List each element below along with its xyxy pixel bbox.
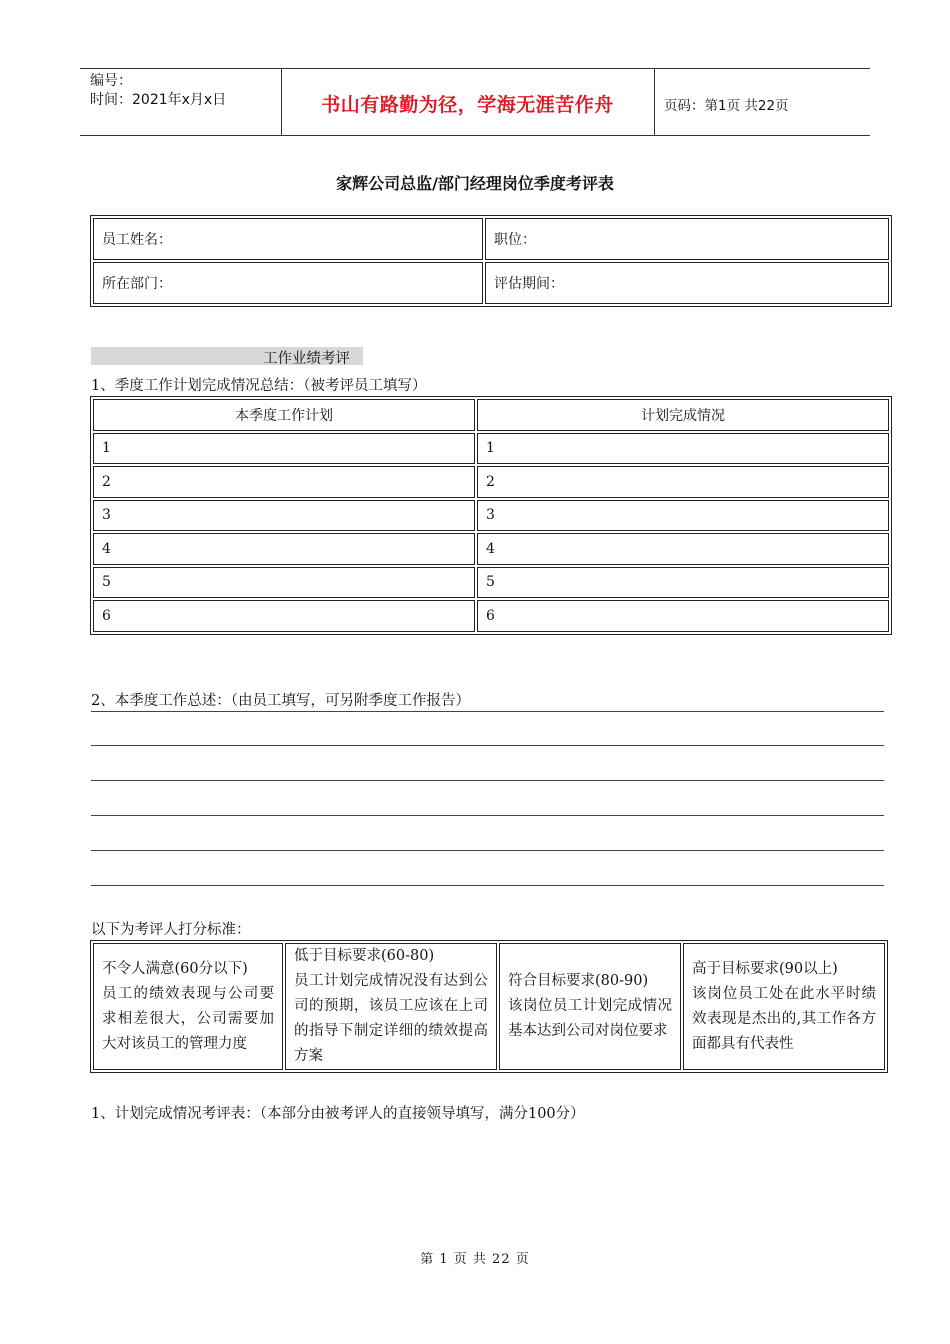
header-divider [654,68,655,135]
department-label: 所在部门： [102,276,172,292]
column-header-status: 计划完成情况 [477,399,889,431]
page-footer: 第 1 页 共 22 页 [420,1252,530,1267]
header-top-rule [80,68,870,69]
item-plan-evaluation: 1、计划完成情况考评表：（本部分由被考评人的直接领导填写，满分100分） [91,1106,585,1122]
header-page-info: 页码：第1页 共22页 [664,98,789,114]
standard-column [93,943,283,1070]
plan-cell[interactable]: 5 [93,567,475,599]
scoring-standards-table [90,940,888,1073]
header-meta [90,72,226,110]
time-label: 时间：2021年x月x日 [90,92,227,108]
plan-cell[interactable]: 3 [93,500,475,532]
plan-cell[interactable]: 4 [93,533,475,565]
summary-writing-line[interactable] [91,745,884,746]
employee-name-field[interactable] [93,218,483,260]
status-cell[interactable]: 4 [477,533,889,565]
item-work-summary: 2、本季度工作总述：（由员工填写，可另附季度工作报告） [91,693,470,709]
standard-title: 低于目标要求(60-80) [294,948,435,964]
status-cell[interactable]: 3 [477,500,889,532]
summary-writing-line[interactable] [91,850,884,851]
position-label: 职位： [494,232,536,248]
status-cell[interactable]: 1 [477,433,889,465]
standard-column [683,943,885,1070]
standard-column [285,943,497,1070]
header-slogan: 书山有路勤为径，学海无涯苦作舟 [321,94,614,116]
plan-cell[interactable]: 2 [93,466,475,498]
quarter-plan-table [90,396,892,635]
column-header-plan: 本季度工作计划 [93,399,475,431]
scoring-standards-label: 以下为考评人打分标准： [91,922,251,938]
summary-writing-line[interactable] [91,780,884,781]
employee-name-label: 员工姓名： [102,232,172,248]
item-plan-summary: 1、季度工作计划完成情况总结：（被考评员工填写） [91,378,427,394]
standard-description: 该岗位员工处在此水平时绩效表现是杰出的,其工作各方面都具有代表性 [692,985,876,1052]
summary-writing-line[interactable] [91,711,884,712]
standard-title: 高于目标要求(90以上) [692,960,838,977]
standard-description: 员工的绩效表现与公司要求相差很大，公司需要加大对该员工的管理力度 [102,985,274,1052]
standard-column [499,943,681,1070]
status-cell[interactable]: 5 [477,567,889,599]
summary-writing-line[interactable] [91,885,884,886]
status-cell[interactable]: 6 [477,600,889,632]
section-heading: 工作业绩考评 [263,351,350,367]
table-row [93,466,889,498]
standard-title: 不令人满意(60分以下) [102,960,248,977]
plan-cell[interactable]: 6 [93,600,475,632]
standard-description: 员工计划完成情况没有达到公司的预期，该员工应该在上司的指导下制定详细的绩效提高方案 [294,973,488,1064]
document-title: 家辉公司总监/部门经理岗位季度考评表 [336,174,614,193]
summary-writing-line[interactable] [91,815,884,816]
period-label: 评估期间： [494,276,564,292]
table-row [93,500,889,532]
standard-description: 该岗位员工计划完成情况基本达到公司对岗位要求 [508,998,672,1039]
period-field[interactable] [485,262,889,304]
plan-cell[interactable]: 1 [93,433,475,465]
table-row [93,533,889,565]
department-field[interactable] [93,262,483,304]
table-row [93,433,889,465]
serial-label: 编号： [90,73,132,89]
status-cell[interactable]: 2 [477,466,889,498]
position-field[interactable] [485,218,889,260]
standard-title: 符合目标要求(80-90) [508,973,649,989]
employee-info-table [90,215,892,307]
header-bottom-rule [80,135,870,136]
table-row [93,567,889,599]
table-row [93,600,889,632]
